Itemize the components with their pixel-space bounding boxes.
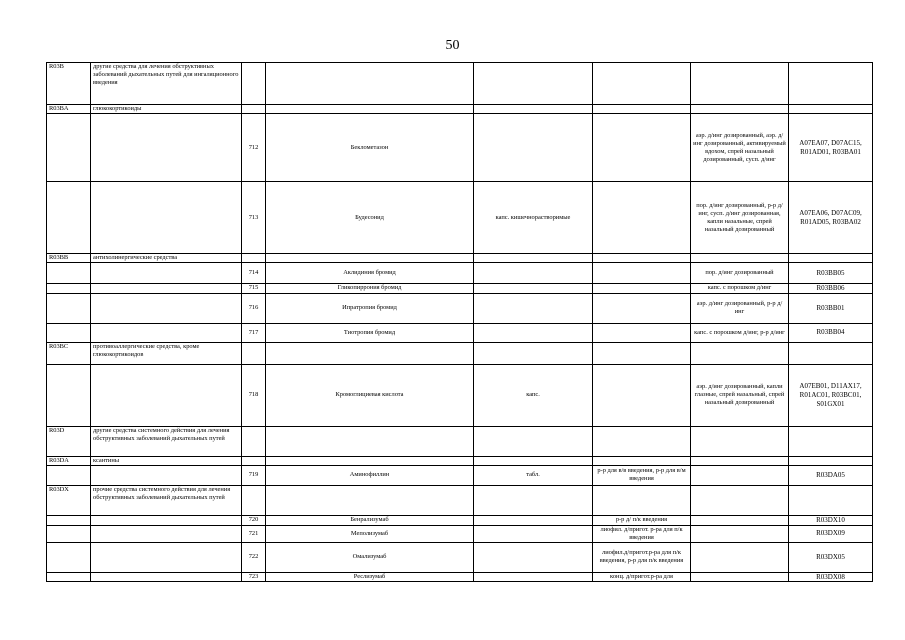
page-number: 50 [445, 38, 460, 53]
atc-codes [789, 63, 873, 105]
form-other: капс. с порошком д/инг, р-р д/инг [691, 323, 789, 342]
drug-name: Меполизумаб [266, 525, 474, 542]
form-injection [593, 485, 691, 515]
atc-group-code [47, 515, 91, 525]
form-injection [593, 254, 691, 263]
table-row [47, 542, 873, 572]
drug-name [266, 254, 474, 263]
atc-group-code [47, 284, 91, 294]
form-injection [593, 364, 691, 426]
form-other [691, 515, 789, 525]
item-number: 721 [242, 525, 266, 542]
item-number: 712 [242, 114, 266, 182]
table-row [47, 323, 873, 342]
item-number: 722 [242, 542, 266, 572]
atc-group-code: R03BA [47, 105, 91, 114]
atc-group-code [47, 182, 91, 254]
item-number [242, 426, 266, 456]
form-inpatient [474, 254, 593, 263]
table-row [47, 293, 873, 323]
table-row [47, 182, 873, 254]
form-other [691, 572, 789, 582]
form-other: пор. д/инг дозированный, р-р д/инг, сусп. д/инг дозированная, капли назальные, спрей назальный дозированный [691, 182, 789, 254]
form-inpatient [474, 485, 593, 515]
form-inpatient: капс. [474, 364, 593, 426]
form-other: аэр. д/инг дозированный, аэр. д/инг дозированный, активируемый вдохом, спрей назальный дозированный, сусп. д/инг [691, 114, 789, 182]
form-inpatient [474, 572, 593, 582]
form-injection [593, 456, 691, 465]
drug-name [266, 105, 474, 114]
atc-codes: R03DX10 [789, 515, 873, 525]
group-row [47, 342, 873, 364]
form-other [691, 254, 789, 263]
atc-group-code [47, 465, 91, 485]
drug-name: Реслизумаб [266, 572, 474, 582]
group-row [47, 426, 873, 456]
atc-codes: R03DX09 [789, 525, 873, 542]
form-inpatient [474, 323, 593, 342]
atc-group-description [91, 263, 242, 284]
atc-codes: A07EA07, D07AC15, R01AD01, R03BA01 [789, 114, 873, 182]
atc-group-code: R03BB [47, 254, 91, 263]
form-injection: лиофил. д/пригот. р-ра для п/к введения [593, 525, 691, 542]
form-injection [593, 63, 691, 105]
item-number [242, 254, 266, 263]
atc-group-description [91, 323, 242, 342]
form-injection [593, 114, 691, 182]
item-number: 717 [242, 323, 266, 342]
atc-group-description [91, 465, 242, 485]
form-inpatient [474, 114, 593, 182]
form-other [691, 426, 789, 456]
atc-group-description: глюкокортикоиды [91, 105, 242, 114]
item-number: 713 [242, 182, 266, 254]
form-other [691, 485, 789, 515]
atc-group-description [91, 542, 242, 572]
atc-group-description [91, 515, 242, 525]
form-inpatient: табл. [474, 465, 593, 485]
atc-group-code: R03D [47, 426, 91, 456]
atc-codes [789, 485, 873, 515]
table-row [47, 465, 873, 485]
atc-group-code [47, 323, 91, 342]
atc-group-description [91, 284, 242, 294]
form-other: аэр. д/инг дозированный, р-р д/инг [691, 293, 789, 323]
atc-group-description [91, 182, 242, 254]
form-inpatient [474, 63, 593, 105]
drug-name [266, 342, 474, 364]
item-number: 715 [242, 284, 266, 294]
form-inpatient [474, 293, 593, 323]
atc-group-description: ксантины [91, 456, 242, 465]
atc-group-code [47, 542, 91, 572]
form-inpatient [474, 284, 593, 294]
atc-group-code [47, 263, 91, 284]
form-injection: лиофил.д/пригот.р-ра для п/к введения, р-р для п/к введения [593, 542, 691, 572]
form-injection [593, 342, 691, 364]
form-inpatient [474, 542, 593, 572]
atc-codes [789, 105, 873, 114]
item-number [242, 63, 266, 105]
atc-codes [789, 456, 873, 465]
form-inpatient [474, 342, 593, 364]
form-injection: р-р для в/в введения, р-р для в/м введения [593, 465, 691, 485]
drug-name [266, 426, 474, 456]
form-inpatient [474, 426, 593, 456]
form-other [691, 342, 789, 364]
drug-table [46, 62, 873, 582]
drug-name: Гликопиррония бромид [266, 284, 474, 294]
form-inpatient [474, 515, 593, 525]
atc-codes [789, 254, 873, 263]
atc-codes: R03DA05 [789, 465, 873, 485]
atc-group-code [47, 114, 91, 182]
drug-name: Кромоглициевая кислота [266, 364, 474, 426]
atc-group-description [91, 572, 242, 582]
group-row [47, 456, 873, 465]
form-other [691, 542, 789, 572]
item-number: 719 [242, 465, 266, 485]
item-number: 716 [242, 293, 266, 323]
form-other: аэр. д/инг дозированный, капли глазные, спрей назальный, спрей назальный дозированный [691, 364, 789, 426]
drug-name: Тиотропия бромид [266, 323, 474, 342]
atc-codes: R03BB06 [789, 284, 873, 294]
form-other [691, 465, 789, 485]
form-injection [593, 105, 691, 114]
form-other [691, 525, 789, 542]
form-inpatient [474, 456, 593, 465]
atc-codes: R03DX08 [789, 572, 873, 582]
atc-group-code: R03DX [47, 485, 91, 515]
atc-group-code [47, 525, 91, 542]
drug-name [266, 456, 474, 465]
atc-codes: A07EB01, D11AX17, R01AC01, R03BC01, S01GX01 [789, 364, 873, 426]
atc-codes [789, 426, 873, 456]
atc-codes: A07EA06, D07AC09, R01AD05, R03BA02 [789, 182, 873, 254]
item-number [242, 456, 266, 465]
atc-group-description: другие средства для лечения обструктивных заболеваний дыхательных путей для ингаляционного введения [91, 63, 242, 105]
item-number: 720 [242, 515, 266, 525]
form-other: капс. с порошком д/инг [691, 284, 789, 294]
atc-group-code: R03B [47, 63, 91, 105]
drug-name: Аклидиния бромид [266, 263, 474, 284]
atc-group-description: другие средства системного действия для лечения обструктивных заболеваний дыхательных путей [91, 426, 242, 456]
item-number [242, 105, 266, 114]
form-inpatient [474, 525, 593, 542]
drug-name: Бенрализумаб [266, 515, 474, 525]
atc-group-code: R03BC [47, 342, 91, 364]
atc-group-description [91, 364, 242, 426]
form-injection [593, 263, 691, 284]
atc-group-description [91, 293, 242, 323]
form-injection [593, 182, 691, 254]
group-row [47, 105, 873, 114]
atc-group-code: R03DA [47, 456, 91, 465]
atc-codes: R03BB04 [789, 323, 873, 342]
form-injection: конц. д/пригот.р-ра для [593, 572, 691, 582]
drug-name [266, 63, 474, 105]
form-other [691, 456, 789, 465]
form-other: пор. д/инг дозированный [691, 263, 789, 284]
atc-group-description: антихолинергические средства [91, 254, 242, 263]
table-row [47, 525, 873, 542]
form-injection [593, 293, 691, 323]
drug-name: Будесонид [266, 182, 474, 254]
form-injection [593, 284, 691, 294]
atc-group-description [91, 114, 242, 182]
form-inpatient [474, 263, 593, 284]
form-injection [593, 323, 691, 342]
table-row [47, 114, 873, 182]
group-row [47, 485, 873, 515]
atc-group-description [91, 525, 242, 542]
item-number [242, 342, 266, 364]
group-row [47, 254, 873, 263]
form-inpatient: капс. кишечнорастворимые [474, 182, 593, 254]
atc-group-description: противоаллергические средства, кроме глюкокортикоидов [91, 342, 242, 364]
form-injection [593, 426, 691, 456]
atc-codes [789, 342, 873, 364]
form-other [691, 63, 789, 105]
table-row [47, 572, 873, 582]
drug-name [266, 485, 474, 515]
table-row [47, 364, 873, 426]
form-inpatient [474, 105, 593, 114]
atc-codes: R03BB01 [789, 293, 873, 323]
atc-codes: R03DX05 [789, 542, 873, 572]
form-injection: р-р д/ п/к введения [593, 515, 691, 525]
group-row [47, 63, 873, 105]
drug-name: Ипратропия бромид [266, 293, 474, 323]
drug-name: Беклометазон [266, 114, 474, 182]
table-row [47, 515, 873, 525]
atc-group-code [47, 293, 91, 323]
atc-group-code [47, 364, 91, 426]
atc-group-description: прочие средства системного действия для лечения обструктивных заболеваний дыхательных путей [91, 485, 242, 515]
drug-name: Аминофиллин [266, 465, 474, 485]
item-number: 718 [242, 364, 266, 426]
table-row [47, 284, 873, 294]
drug-name: Омализумаб [266, 542, 474, 572]
atc-group-code [47, 572, 91, 582]
item-number [242, 485, 266, 515]
form-other [691, 105, 789, 114]
item-number: 723 [242, 572, 266, 582]
table-row [47, 263, 873, 284]
atc-codes: R03BB05 [789, 263, 873, 284]
item-number: 714 [242, 263, 266, 284]
